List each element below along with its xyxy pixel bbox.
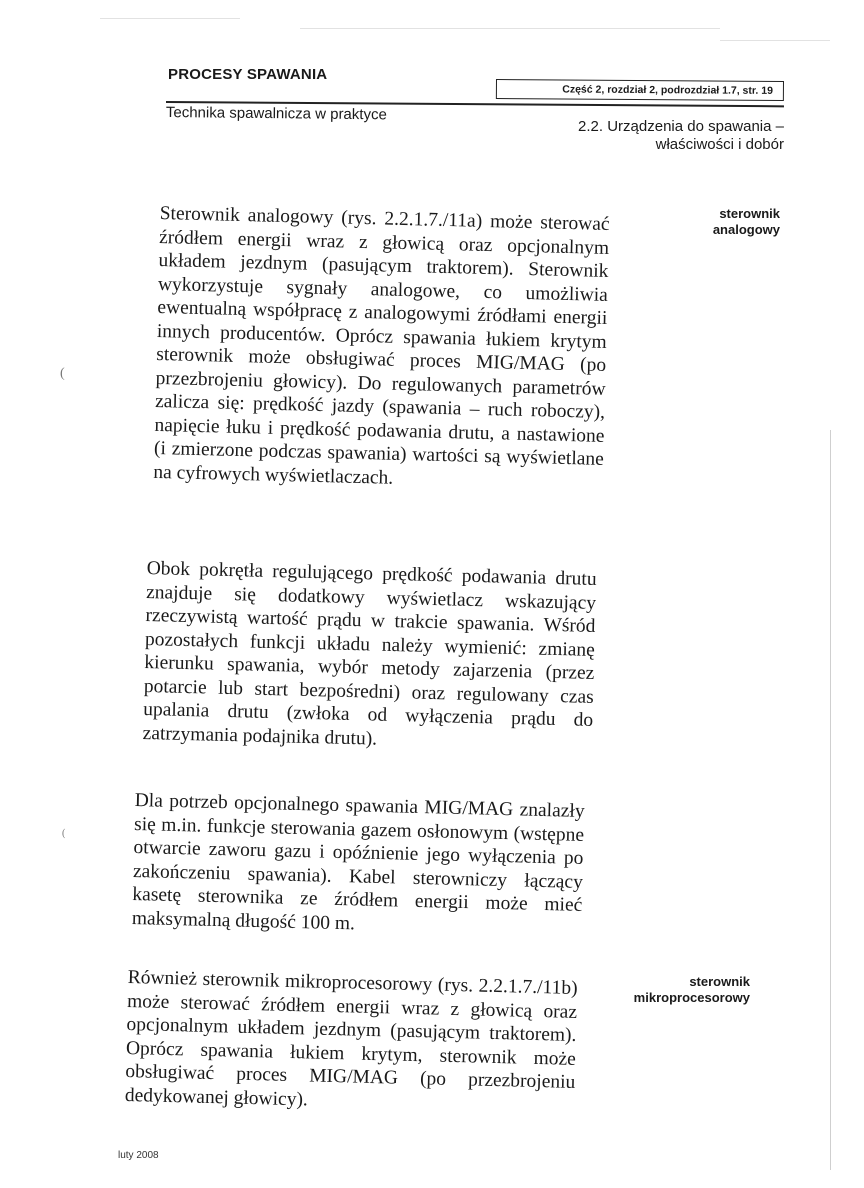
margin-label-line: sterownik: [689, 974, 750, 989]
chapter-reference: Część 2, rozdział 2, podrozdział 1.7, str. 19: [496, 79, 784, 101]
paragraph-mig-mag: Dla potrzeb opcjonalnego spawania MIG/MAG znalazły się m.in. funkcje sterowania gazem osłonowym (wstępne otwarcie zaworu gazu i opóźnienie jego wyłączenia po zakończeniu spawania). Kabel sterowniczy łączący kasetę sterownika ze źródłem energii może mieć maksymalną długość 100 m.: [131, 789, 585, 934]
scan-mark: (: [60, 366, 65, 381]
paragraph-current-display: Obok pokrętła regulującego prędkość podawania drutu znajduje się dodatkowy wyświetlacz wskazujący rzeczywistą wartość prądu w trakcie spawania. Wśród pozostałych funkcji układu należy wymienić: zmianę kierunku spawania, wybór metody zajarzenia (przez potarcie lub start bezpośredni) oraz regulowany czas upalania drutu (zwłoka od wyłączenia prądu do zatrzymania podajnika drutu).: [142, 557, 597, 750]
margin-label-analog: [713, 206, 780, 238]
paragraph-analog-controller: Sterownik analogowy (rys. 2.2.1.7./11a) może sterować źródłem energii wraz z głowicą oraz opcjonalnym układem jezdnym (pasującym traktorem). Sterownik wykorzystuje sygnały analogowe, co umożliwia ewentualną współpracę z analogowymi źródłami energii innych producentów. Oprócz spawania łukiem krytym sterownik może obsługiwać proces MIG/MAG (po przezbrojeniu głowicy). Do regulowanych parametrów zalicza się: prędkość jazdy (spawania – ruch roboczy), napięcie łuku i prędkość podawania drutu, a nastawione (i zmierzone podczas spawania) wartości są wyświetlane na cyfrowych wyświetlaczach.: [153, 202, 610, 489]
header-subtitle: Technika spawalnicza w praktyce: [165, 104, 387, 124]
margin-label-line: analogowy: [712, 222, 780, 237]
footer-date: luty 2008: [118, 1150, 159, 1161]
scan-artifact-line: [300, 28, 720, 29]
scan-artifact-line: [100, 18, 240, 19]
scan-mark: (: [62, 828, 66, 839]
paragraph-microprocessor-controller: Również sterownik mikroprocesorowy (rys. 2.2.1.7./11b) może sterować źródłem energii wraz z głowicą oraz opcjonalnym układem jezdnym (pasującym traktorem). Oprócz spawania łukiem krytym, sterownik może obsługiwać proces MIG/MAG (po przezbrojeniu dedykowanej głowicy).: [124, 966, 578, 1110]
margin-label-line: mikroprocesorowy: [633, 990, 750, 1005]
section-ref-line-1: 2.2. Urządzenia do spawania –: [578, 118, 784, 135]
section-reference: [578, 118, 784, 154]
page-edge-line: [830, 430, 831, 1170]
header-title: PROCESY SPAWANIA: [168, 66, 328, 83]
scan-artifact-line: [720, 40, 830, 41]
margin-label-microprocessor: [634, 974, 750, 1006]
section-ref-line-2: właściwości i dobór: [655, 136, 784, 153]
margin-label-line: sterownik: [719, 206, 780, 221]
